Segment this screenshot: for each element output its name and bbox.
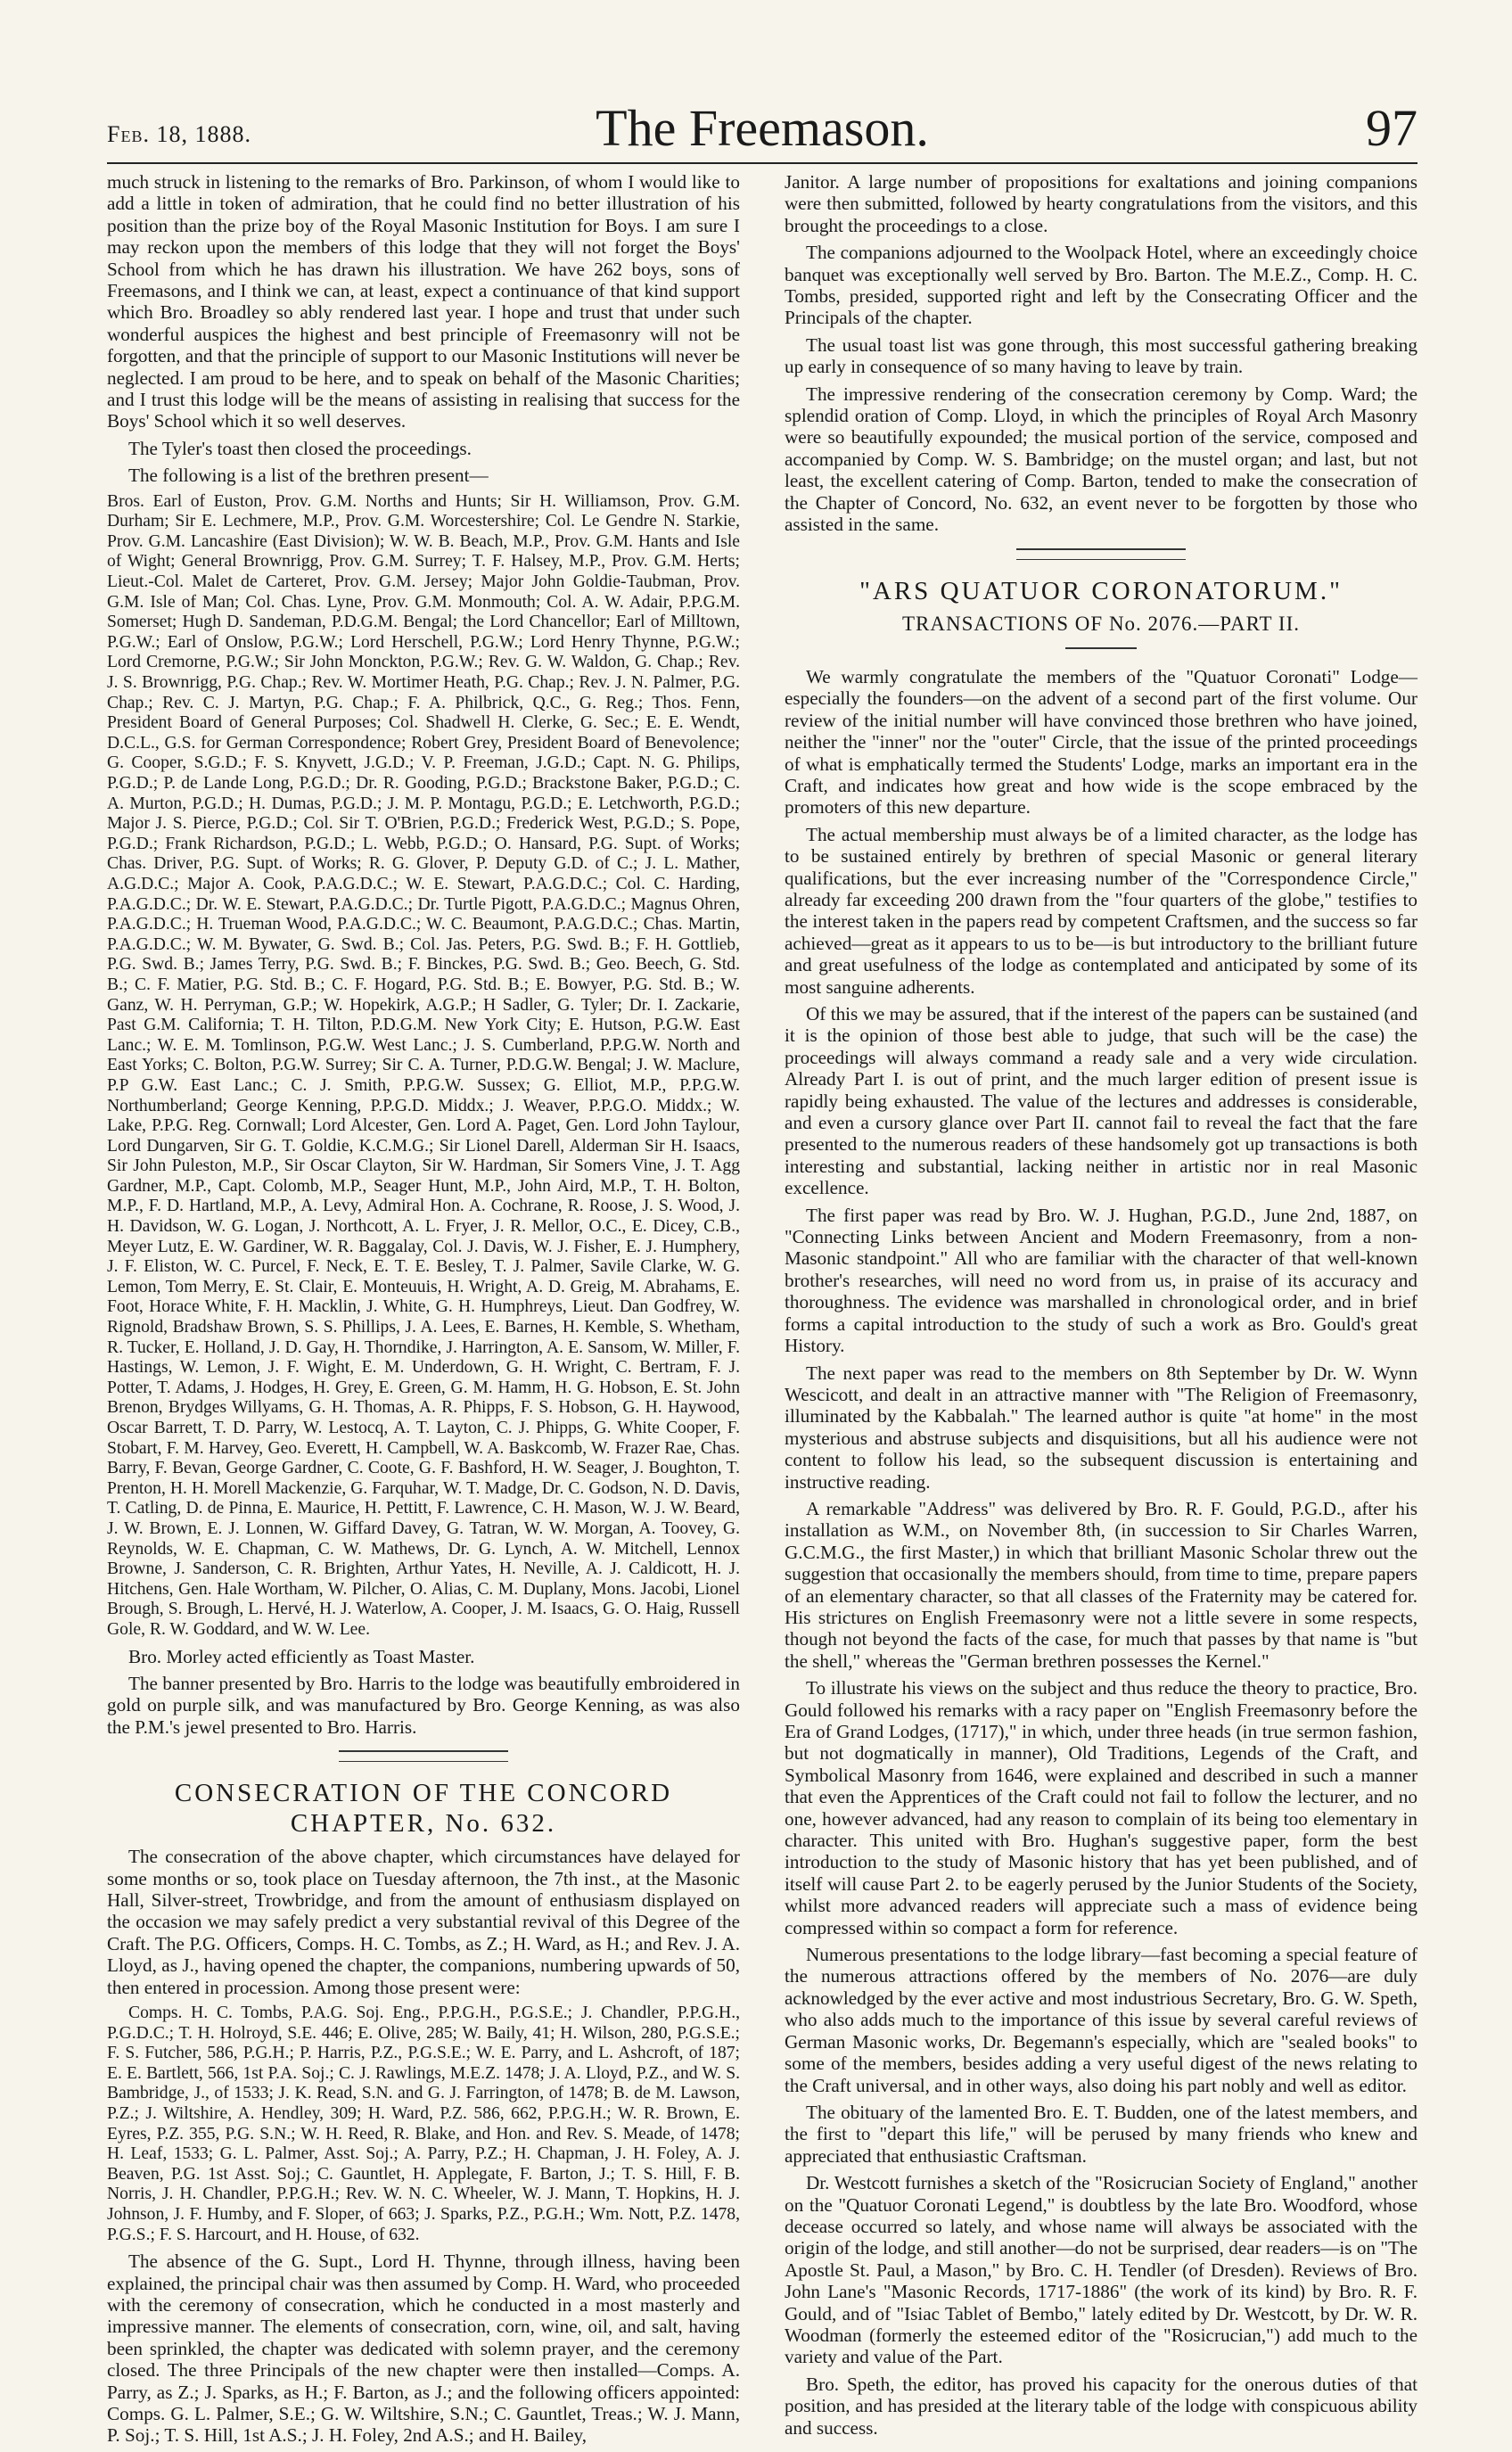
right-column — [785, 171, 1418, 2444]
banquet-paragraph: The companions adjourned to the Woolpack Hotel, where an exceedingly choice banquet was exceptionally well served by Bro. Barton. The M.E.Z., Comp. H. C. Tombs, presided, supported right and left by the Consecrating Officer and the Principals of the chapter. — [785, 242, 1418, 329]
article-paragraph: The actual membership must always be of a limited character, as the lodge has to be sustained entirely by brethren of special Masonic or general literary qualifications, but the ever increasing number of the "Correspondence Circle," already far exceeding 200 drawn from the "four quarters of the globe," testifies to the interest taken in the papers read by competent Craftsmen, and the success so far achieved—great as it appears to us to be—is but introductory to the brilliant future and great usefulness of the lodge as contemplated and anticipated by some of its most sanguine adherents. — [785, 823, 1418, 998]
section-divider — [339, 1750, 508, 1762]
speech-paragraph: much struck in listening to the remarks of Bro. Parkinson, of whom I would like to add a little in token of admiration, that he could find no better illustration of his position than the prize boy of the Royal Masonic Institution for Boys. I am sure I may reckon upon the members of this lodge that they will not forget the Boys' School from which he has drawn his illustration. We have 262 boys, sons of Freemasons, and I think we can, at least, expect a continuance of that kind support which Bro. Broadley so ably rendered last year. I hope and trust that under such wonderful auspices the highest and best principle of Freemasonry will not be forgotten, and that the principle of support to our Masonic Institutions will never be neglected. I am proud to be here, and to speak on behalf of the Masonic Charities; and I trust this lodge will be the means of assisting in realising that success for the Boys' School which it so well deserves. — [107, 171, 740, 432]
section-divider — [1016, 548, 1186, 560]
article-paragraph: Of this we may be assured, that if the interest of the papers can be sustained (and it is the opinion of those best able to judge, that such will be the case) the proceedings will always command a ready sale and a very wide circulation. Already Part I. is out of print, and the much larger edition of present issue is rapidly being exhausted. The value of the lectures and addresses is considerable, and even a cursory glance over Part II. cannot fail to reveal the fact that the fare presented to the numerous readers of these handsomely got up transactions is both interesting and substantial, lacking neither in artistic nor in real Masonic excellence. — [785, 1003, 1418, 1199]
article-paragraph: The first paper was read by Bro. W. J. Hughan, P.G.D., June 2nd, 1887, on "Connecting Links between Ancient and Modern Freemasonry, from a non-Masonic standpoint." All who are familiar with the character of that well-known brother's researches, will need no word from us, in praise of its accuracy and thoroughness. The evidence was marshalled in chronological order, and in brief forms a capital introduction to the study of such a work as Bro. Gould's great History. — [785, 1204, 1418, 1357]
tyler-toast-paragraph: The Tyler's toast then closed the proceedings. — [128, 437, 472, 459]
article-paragraph: Numerous presentations to the lodge library—fast becoming a special feature of the numerous attractions offered by the members of No. 2076—are duly acknowledged by the ever active and most industrious Secretary, Bro. G. W. Speth, who also adds much to the importance of this issue by several careful reviews of German Masonic works, Dr. Begemann's especially, which are "sealed books" to some of the members, besides adding a very useful digest of the news relating to the Craft universal, and in other ways, also doing his part nobly and well as editor. — [785, 1944, 1418, 2096]
article-paragraph: Bro. Speth, the editor, has proved his capacity for the onerous duties of that position, and has presided at the literary table of the lodge with conspicuous ability and success. — [785, 2373, 1418, 2439]
brethren-intro: The following is a list of the brethren present— — [128, 465, 489, 487]
toast-master-paragraph: Bro. Morley acted efficiently as Toast Master. — [128, 1645, 475, 1667]
consecration-paragraph-1: The consecration of the above chapter, which circumstances have delayed for some months or so, took place on Tuesday afternoon, the 7th inst., at the Masonic Hall, Silver-street, Trowbridge, and from the amount of enthusiasm displayed on the occasion we may safely predict a very substantial revival of this Degree of the Craft. The P.G. Officers, Comps. H. C. Tombs, as Z.; H. Ward, as H.; and Rev. J. A. Lloyd, as J., having opened the chapter, the companions, numbering upwards of 50, then entered in procession. Among those present were: — [107, 1846, 740, 1998]
article-paragraph: The obituary of the lamented Bro. E. T. Budden, one of the latest members, and the first to "depart this life," will be perused by many friends who knew and appreciated that enthusiastic Craftsman. — [785, 2101, 1418, 2167]
rendering-paragraph: The impressive rendering of the consecration ceremony by Comp. Ward; the splendid oration of Comp. Lloyd, in which the principles of Royal Arch Masonry were so beautifully expounded; the musical portion of the service, composed and accompanied by Comp. W. S. Bambridge; on the mustel organ; and last, but not least, the excellent catering of Comp. Barton, tended to make the consecration of the Chapter of Concord, No. 632, an event never to be forgotten by those who assisted in the same. — [785, 383, 1418, 536]
article-paragraph: We warmly congratulate the members of the "Quatuor Coronati" Lodge—especially the founders—on the advent of a second part of the first volume. Our review of the initial number will have convinced those brethren who have joined, neither the "inner" nor the "outer" Circle, that the issue of the printed proceedings of what is emphatically termed the Students' Lodge, marks an important era in the Craft, and indicates how great and how wide is the scope embraced by the promoters of this new departure. — [785, 665, 1418, 819]
brethren-list: Bros. Earl of Euston, Prov. G.M. Norths and Hunts; Sir H. Williamson, Prov. G.M. Durham; Sir E. Lechmere, M.P., Prov. G.M. Worcestershire; Col. Le Gendre N. Starkie, Prov. G.M. Lancashire (East Division); W. W. B. Beach, M.P., Prov. G.M. Hants and Isle of Wight; General Brownrigg, Prov. G.M. Surrey; T. F. Halsey, M.P., Prov. G.M. Herts; Lieut.-Col. Malet de Carteret, Prov. G.M. Jersey; Major John Goldie-Taubman, Prov. G.M. Isle of Man; Col. Chas. Lyne, Prov. G.M. Monmouth; Col. A. W. Adair, P.P.G.M. Somerset; Hugh D. Sandeman, P.D.G.M. Bengal; the Lord Chancellor; Earl of Milltown, P.G.W.; Earl of Onslow, P.G.W.; Lord Herschell, P.G.W.; Lord Henry Thynne, P.G.W.; Lord Cremorne, P.G.W.; Sir John Monckton, P.G.W.; Rev. G. W. Waldon, G. Chap.; Rev. J. S. Brownrigg, P.G. Chap.; Rev. W. Mortimer Heath, P.G. Chap.; Rev. J. N. Palmer, P.G. Chap.; Rev. C. J. Martyn, P.G. Chap.; F. A. Philbrick, Q.C., G. Reg.; Thos. Fenn, President Board of General Purposes; Col. Shadwell H. Clerke, G. Sec.; E. E. Wendt, D.C.L., G.S. for German Correspondence; Robert Grey, President Board of Benevolence; G. Cooper, S.G.D.; F. S. Knyvett, J.G.D.; V. P. Freeman, J.G.D.; Capt. N. G. Philips, P.G.D.; P. de Lande Long, P.G.D.; Dr. R. Gooding, P.G.D.; Brackstone Baker, P.G.D.; C. A. Murton, P.G.D.; H. Dumas, P.G.D.; J. M. P. Montagu, P.G.D.; E. Letchworth, P.G.D.; Major J. S. Pierce, P.G.D.; Col. Sir T. O'Brien, P.G.D.; Frederick West, P.G.D.; S. Pope, P.G.D.; Frank Richardson, P.G.D.; L. Webb, P.G.D.; O. Hansard, P.G. Supt. of Works; Chas. Driver, P.G. Supt. of Works; R. G. Glover, P. Deputy G.D. of C.; J. L. Mather, A.G.D.C.; Major A. Cook, P.A.G.D.C.; W. E. Stewart, P.A.G.D.C.; Col. C. Harding, P.A.G.D.C.; Dr. W. E. Stewart, P.A.G.D.C.; Dr. Turtle Pigott, P.A.G.D.C.; Magnus Ohren, P.A.G.D.C.; H. Trueman Wood, P.A.G.D.C.; W. C. Beaumont, P.A.G.D.C.; Chas. Martin, P.A.G.D.C.; W. M. Bywater, G. Swd. B.; Col. Jas. Peters, P.G. Swd. B.; F. H. Gottlieb, P.G. Swd. B.; James Terry, P.G. Swd. B.; F. Binckes, P.G. Swd. B.; Geo. Beech, G. Std. B.; C. F. Matier, P.G. Std. B.; C. F. Hogard, P.G. Std. B.; E. Bowyer, P.G. Std. B.; W. Ganz, W. H. Perryman, G.P.; W. Hopekirk, A.G.P.; H Sadler, G. Tyler; Dr. I. Zackarie, Past G.M. California; T. H. Tilton, P.D.G.M. New York City; E. Hutson, P.G.W. East Lanc.; W. E. M. Tomlinson, P.G.W. West Lanc.; J. S. Cumberland, P.P.G.W. North and East Yorks; C. Bolton, P.G.W. Surrey; Sir C. A. Turner, P.D.G.W. Bengal; J. W. Maclure, P.P G.W. East Lanc.; C. J. Smith, P.P.G.W. Sussex; G. Elliot, M.P., P.P.G.W. Northumberland; George Kenning, P.P.G.D. Middx.; J. Weaver, P.P.G.O. Middx.; W. Lake, P.P.G. Reg. Cornwall; Lord Alcester, Gen. Lord A. Paget, Gen. Lord John Taylour, Lord Dungarven, Sir G. T. Goldie, K.C.M.G.; Sir Lionel Darell, Alderman Sir H. Isaacs, Sir John Puleston, M.P., Sir Oscar Clayton, Sir W. Hardman, Sir Somers Vine, J. T. Agg Gardner, M.P., Capt. Colomb, M.P., Seager Hunt, M.P., John Aird, M.P., T. H. Bolton, M.P., F. D. Hartland, M.P., A. Levy, Admiral Hon. A. Cochrane, R. Roose, J. S. Wood, J. H. Davidson, W. G. Logan, J. Northcott, A. L. Fryer, J. R. Mellor, O.C., E. Dicey, C.B., Meyer Lutz, E. W. Gardiner, W. R. Baggalay, Col. J. Davis, W. J. Fisher, E. J. Humphery, J. F. Eliston, W. C. Purcel, F. Neck, E. T. E. Besley, T. J. Palmer, Savile Clarke, W. G. Lemon, Tom Merry, E. St. Clair, E. Monteuuis, H. Wright, A. D. Greig, M. Abrahams, E. Foot, Horace White, F. H. Macklin, J. White, G. H. Humphreys, Lieut. Dan Godfrey, W. Rignold, Bradshaw Brown, S. S. Phillips, J. A. Lees, E. Barnes, H. Kemble, S. Whetham, R. Tucker, E. Holland, J. D. Gay, H. Thorndike, J. Harrington, A. E. Sansom, W. Miller, F. Hastings, W. Lemon, J. F. Wight, E. M. Underdown, G. H. Wright, C. Bertram, F. J. Potter, T. Adams, J. Hodges, H. Grey, E. Green, G. M. Hamm, H. G. Hobson, E. St. John Brenon, Brydges Willyams, G. H. Thomas, A. R. Phipps, F. S. Hobson, G. H. Haywood, Oscar Barrett, T. D. Parry, W. Lestocq, A. T. Layton, C. J. Phipps, G. White Cooper, F. Stobart, F. M. Harvey, Geo. Everett, H. Campbell, W. A. Baskcomb, W. Frazer Rae, Chas. Barry, F. Bevan, George Gardner, C. Coote, G. F. Bashford, H. W. Seager, J. Boughton, T. Prenton, H. H. Morell Mackenzie, G. Farquhar, W. T. Madge, Dr. C. Godson, N. D. Davis, T. Catling, D. de Pinna, E. Maurice, H. Pettitt, F. Lawrence, C. H. Mason, W. J. W. Beard, J. W. Brown, E. J. Lonnen, W. Giffard Davey, G. Tatran, W. W. Morgan, A. Toovey, G. Reynolds, W. E. Chapman, C. W. Mathews, Dr. G. Lynch, A. W. Mitchell, Lennox Browne, J. Sanderson, C. R. Brighten, Arthur Yates, H. Neville, A. J. Caldicott, H. J. Hitchens, Gen. Hale Wortham, W. Pilcher, O. Alias, C. M. Duplany, Mons. Jacobi, Lionel Brough, S. Brough, L. Hervé, H. J. Waterlow, A. Cooper, J. M. Isaacs, G. O. Haig, Russell Gole, R. W. Goddard, and W. W. Lee. — [107, 491, 740, 1639]
consecration-paragraph-3: Janitor. A large number of propositions for exaltations and joining companions were then submitted, followed by hearty congratulations from the visitors, and this brought the proceedings to a close. — [785, 171, 1418, 236]
companions-list: Comps. H. C. Tombs, P.A.G. Soj. Eng., P.P.G.H., P.G.S.E.; J. Chandler, P.P.G.H., P.G.D.C.; T. H. Holroyd, S.E. 446; E. Olive, 285; W. Baily, 41; H. Wilson, 280, P.G.S.E.; F. S. Futcher, 586, P.G.H.; P. Harris, P.Z., P.G.S.E.; W. E. Parry, and L. Ashcroft, of 187; E. E. Bartlett, 566, 1st P.A. Soj.; C. J. Rawlings, M.E.Z. 1478; J. A. Lloyd, P.Z., and W. S. Bambridge, J., of 1533; J. K. Read, S.N. and G. J. Farrington, of 1478; B. de M. Lawson, P.Z.; J. Wiltshire, A. Hendley, 309; H. Ward, P.Z. 586, 662, P.P.G.H.; W. R. Brown, E. Eyres, P.Z. 355, P.G. S.N.; W. H. Reed, R. Blake, and Hon. and Rev. S. Meade, of 1478; H. Leaf, 1533; G. L. Palmer, Asst. Soj.; A. Parry, P.Z.; H. Chapman, J. H. Foley, A. J. Beaven, P.G. 1st Asst. Soj.; C. Gauntlet, H. Applegate, F. Barton, J.; T. S. Hill, F. B. Norris, J. H. Chandler, P.P.G.H.; Rev. W. N. C. Wheeler, W. J. Mann, T. Hopkins, H. J. Johnson, J. F. Humby, and F. Sloper, of 663; J. Sparks, P.Z., P.G.H.; Wm. Nott, P.Z. 1478, P.G.S.; F. S. Harcourt, and H. House, of 632. — [107, 2004, 740, 2244]
transactions-subheading: TRANSACTIONS OF No. 2076.—PART II. — [901, 612, 1301, 635]
consecration-heading: CONSECRATION OF THE CONCORD CHAPTER, No. 632. — [174, 1779, 673, 1839]
banner-paragraph: The banner presented by Bro. Harris to the lodge was beautifully embroidered in gold on purple silk, and was manufactured by Bro. George Kenning, as was also the P.M.'s jewel presented to Bro. Harris. — [107, 1672, 740, 1738]
article-paragraph: Dr. Westcott furnishes a sketch of the "Rosicrucian Society of England," another on the "Quatuor Coronati Legend," is doubtless by the late Bro. Woodford, whose decease occurred so lately, and whose name will always be associated with the origin of the lodge, and still another—do not be surprised, dear readers—is on "The Apostle St. Paul, a Mason," by Bro. C. H. Tendler (of Dresden). Reviews of Bro. John Lane's "Masonic Records, 1717-1886" (the work of its kind) by Bro. R. F. Gould, and of "Isiac Tablet of Bembo," lately edited by Dr. Westcott, by Dr. W. R. Woodman (formerly the esteemed editor of the "Rosicrucian,") add much to the variety and value of the Part. — [785, 2172, 1418, 2368]
issue-date: Feb. 18, 1888. — [107, 121, 251, 147]
consecration-paragraph-2: The absence of the G. Supt., Lord H. Thynne, through illness, having been explained, the principal chair was then assumed by Comp. H. Ward, who proceeded with the ceremony of consecration, which he conducted in a most masterly and impressive manner. The elements of consecration, corn, wine, oil, and salt, having been sprinkled, the chapter was dedicated with solemn prayer, and the ceremony closed. The three Principals of the new chapter were then installed—Comps. A. Parry, as Z.; J. Sparks, as H.; F. Barton, as J.; and the following officers appointed: Comps. G. L. Palmer, S.E.; G. W. Wiltshire, S.N.; C. Gauntlet, Treas.; W. J. Mann, P. Soj.; T. S. Hill, 1st A.S.; J. H. Foley, 2nd A.S.; and H. Bailey, — [107, 2250, 740, 2447]
page-number: 97 — [1366, 99, 1418, 157]
ars-quatuor-heading: "ARS QUATUOR CORONATORUM." — [859, 576, 1343, 605]
newspaper-title: The Freemason. — [596, 99, 929, 157]
article-paragraph: A remarkable "Address" was delivered by Bro. R. F. Gould, P.G.D., after his installation as W.M., on November 8th, (in succession to Sir Charles Warren, G.C.M.G., the first Master,) in which that brilliant Masonic Scholar threw out the suggestion that occasionally the members should, from time to time, prepare papers of an elementary character, so that all classes of the Fraternity may be catered for. His strictures on English Freemasonry were not a little severe in some respects, though not beyond the facts of the case, for much that passes by that name is "but the shell," whereas the "German brethren possesses the Kernel." — [785, 1497, 1418, 1672]
toast-list-paragraph: The usual toast list was gone through, this most successful gathering breaking up early in consequence of so many having to leave by train. — [785, 333, 1418, 378]
subheading-rule — [1065, 647, 1137, 652]
article-paragraph: To illustrate his views on the subject and thus reduce the theory to practice, Bro. Gould followed his remarks with a racy paper on "English Freemasonry before the Era of Grand Lodges, (1717)," in which, under three heads (in true sermon fashion, but not dogmatically in manner), Old Traditions, Legends of the Craft, and Symbolical Masonry from 1646, were explained and described in such a manner that even the Apprentices of the Craft could not fail to follow the lecturer, and no one, however advanced, had any reason to complain of its being too elementary in character. This united with Bro. Hughan's suggestive paper, form the best introduction to the study of Masonic history that has yet been published, and of itself will cause Part 2. to be eagerly perused by the Junior Students of the Society, whilst more advanced readers will appreciate such a mass of evidence being compressed within so compact a form for reference. — [785, 1677, 1418, 1938]
left-column — [107, 171, 740, 2452]
article-paragraph: The next paper was read to the members on 8th September by Dr. W. Wynn Wescicott, and dealt in an attractive manner with "The Religion of Freemasonry, illuminated by the Kabbalah." The learned author is quite "at home" in the most mysterious and abstruse subjects and disquisitions, but all his audience were not content to follow his lead, so the subsequent discussion is entertaining and instructive reading. — [785, 1362, 1418, 1493]
page-header — [107, 100, 1418, 164]
